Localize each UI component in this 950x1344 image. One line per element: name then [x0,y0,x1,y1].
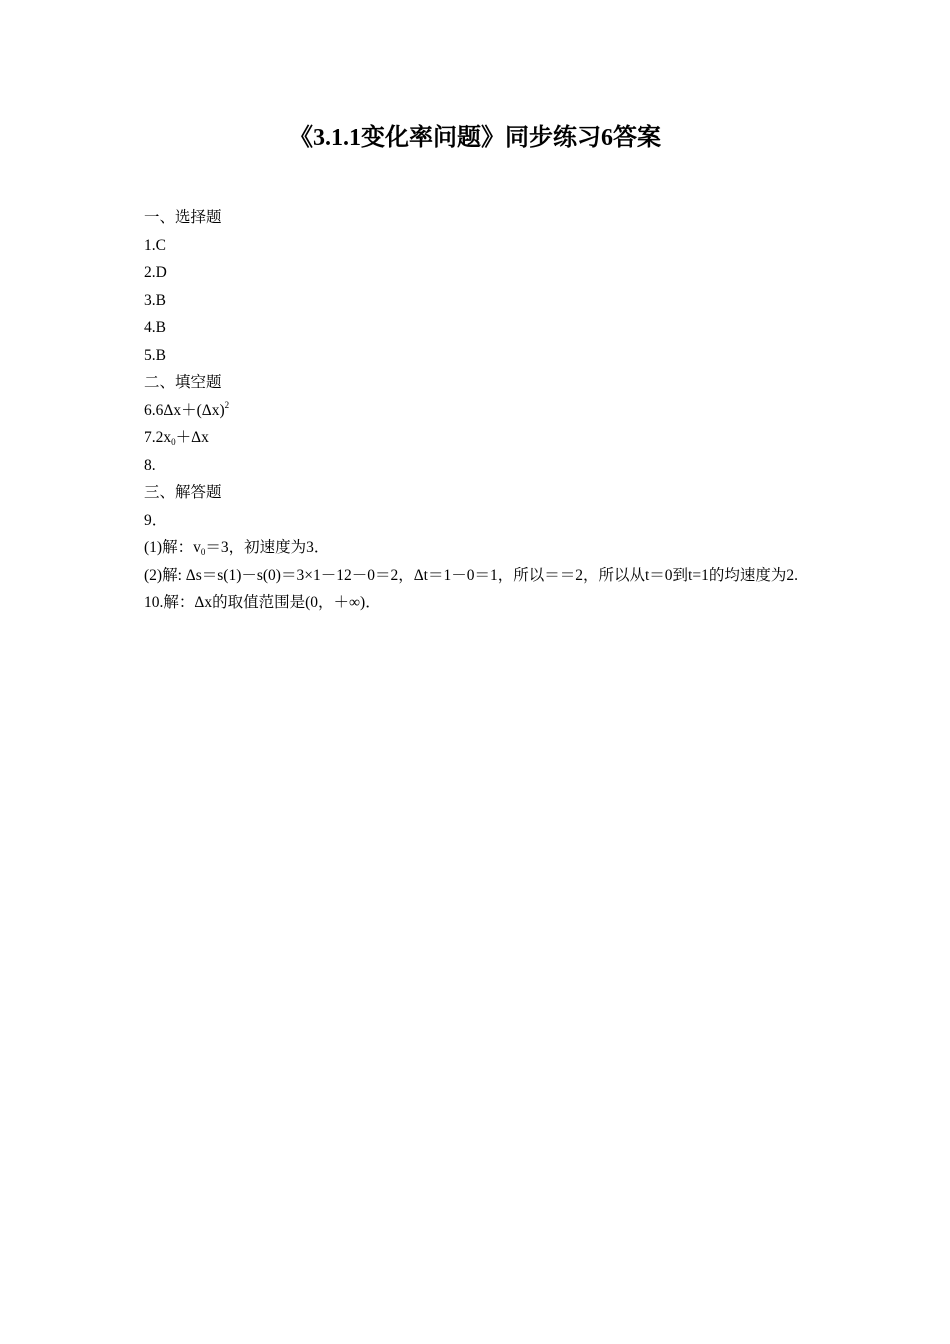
answer-3: 3.B [144,291,166,309]
section-heading-solve: 三、解答题 [144,484,222,501]
answer-9-part-1-pre: (1)解：v [144,539,201,556]
document-title: 《3.1.1变化率问题》同步练习6答案 [289,125,661,151]
answer-9-part-1-subscript: 0 [200,547,206,557]
section-heading-fill: 二、填空题 [144,374,222,391]
answer-1: 1.C [144,236,166,254]
answer-6-text: 6.6Δx＋(Δx) [144,401,225,419]
answer-2: 2.D [144,264,167,281]
answer-4: 4.B [144,319,166,336]
document-body [144,204,814,617]
answer-10: 10.解：Δx的取值范围是(0，＋∞)． [144,594,381,611]
answer-5: 5.B [144,346,166,364]
answer-9-part-1 [144,534,814,562]
answer-9: 9． [144,511,168,529]
answer-7-subscript: 0 [171,437,176,447]
answer-6-exponent: 2 [224,399,230,410]
answer-9-part-1-post: ＝3，初速度为3． [205,539,330,556]
section-heading-choice: 一、选择题 [144,209,222,226]
answer-7-text-pre: 7.2x [144,429,172,446]
answer-7 [144,424,814,452]
answer-7-text-post: ＋Δx [175,429,209,446]
answer-6 [144,397,814,425]
answer-9-part-2: (2)解: Δs＝s(1)－s(0)＝3×1－12－0＝2，Δt＝1－0＝1，所以＝＝2，所以从t＝0到t=1的均速度为2. [144,566,798,584]
answer-8: 8. [144,456,156,474]
